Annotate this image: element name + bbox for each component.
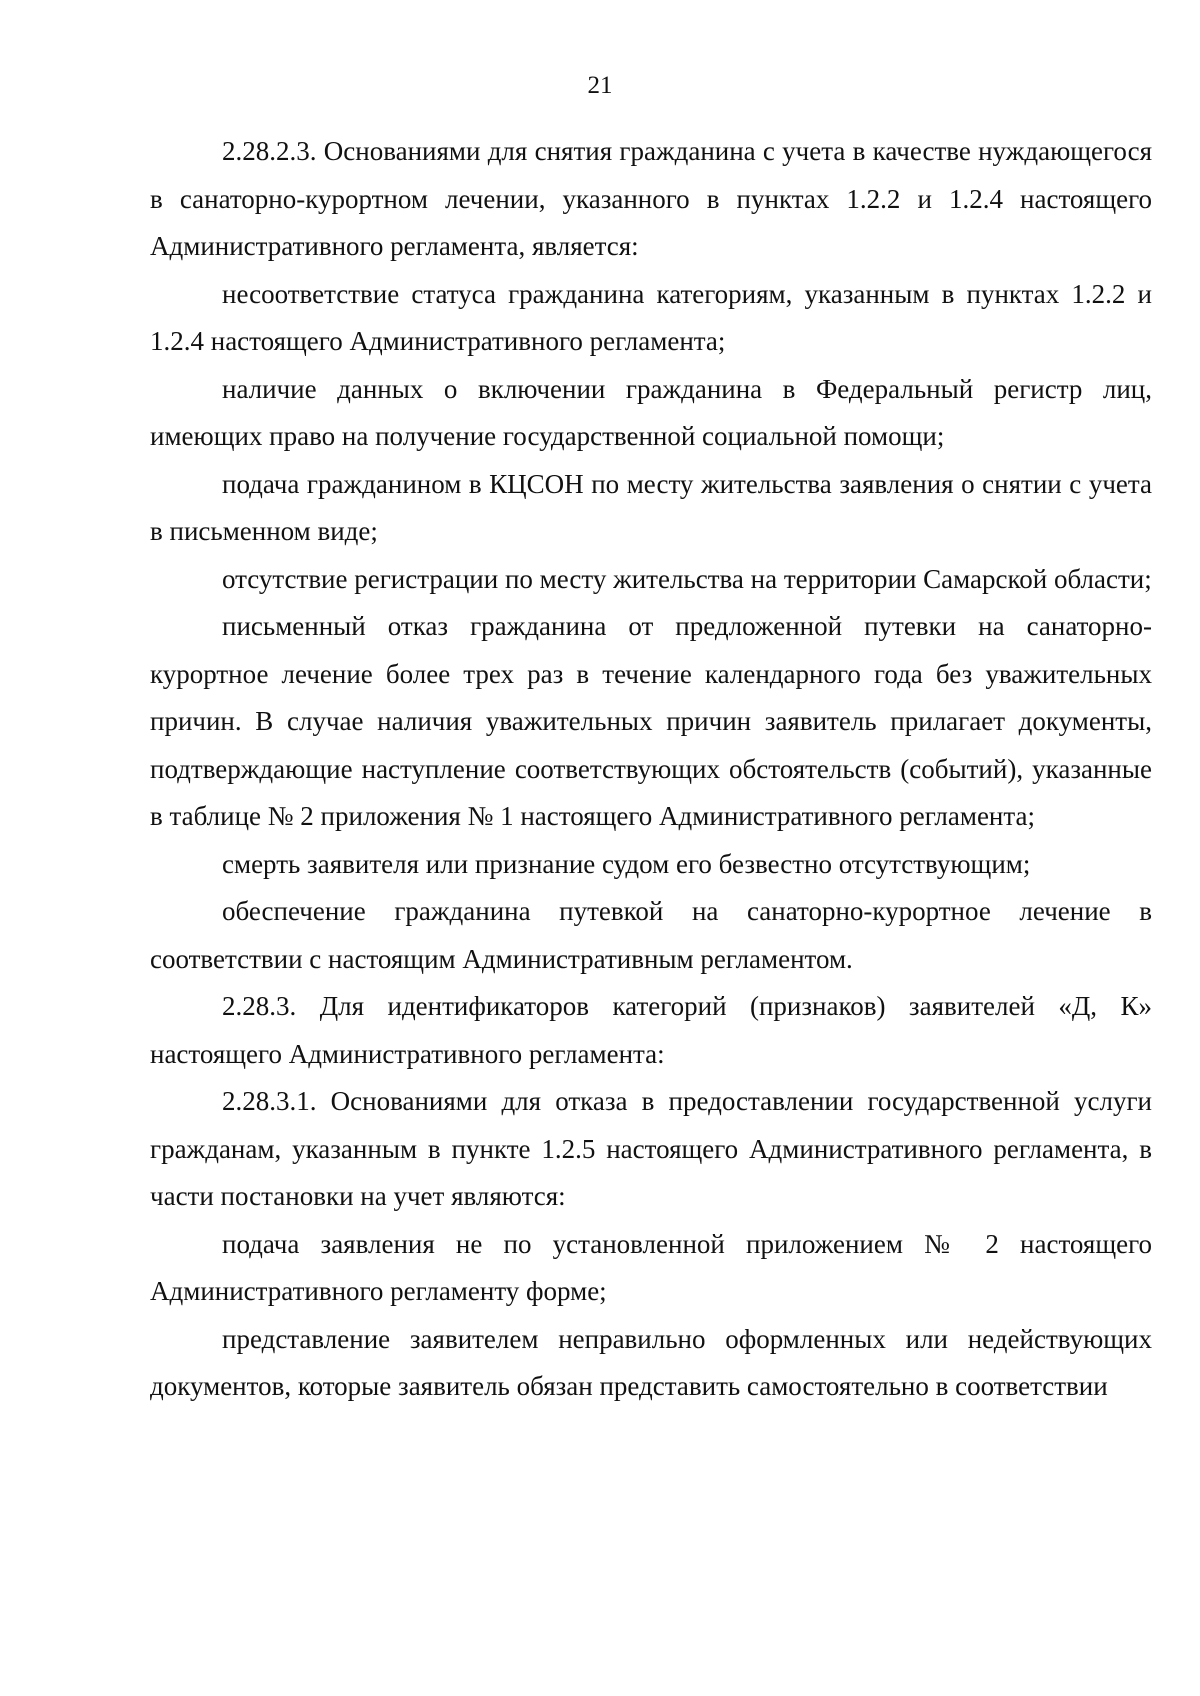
page-number: 21 xyxy=(587,72,613,99)
paragraph: подача заявления не по установленной приложением № 2 настоящего Административного регламенту форме; xyxy=(150,1228,1152,1306)
paragraph: письменный отказ гражданина от предложенной путевки на санаторно-курортное лечение более трех раз в течение календарного года без уважительных причин. В случае наличия уважительных причин заявитель прилагает документы, подтверждающие наступление соответствующих обстоятельств (событий), указанные в таблице № 2 приложения № 1 настоящего Административного регламента; xyxy=(150,611,1152,831)
paragraph: обеспечение гражданина путевкой на санаторно-курортное лечение в соответствии с настоящим Административным регламентом. xyxy=(150,896,1152,974)
paragraph: 2.28.3.1. Основаниями для отказа в предоставлении государственной услуги гражданам, указанным в пункте 1.2.5 настоящего Административного регламента, в части постановки на учет являются: xyxy=(150,1086,1152,1211)
paragraph: представление заявителем неправильно оформленных или недействующих документов, которые заявитель обязан представить самостоятельно в соответствии xyxy=(150,1323,1152,1401)
paragraph: отсутствие регистрации по месту жительства на территории Самарской области; xyxy=(222,563,1152,594)
paragraph: 2.28.3. Для идентификаторов категорий (признаков) заявителей «Д, К» настоящего Административного регламента: xyxy=(150,991,1152,1069)
paragraph: подача гражданином в КЦСОН по месту жительства заявления о снятии с учета в письменном виде; xyxy=(150,468,1152,546)
paragraph: наличие данных о включении гражданина в Федеральный регистр лиц, имеющих право на получение государственной социальной помощи; xyxy=(150,373,1152,451)
paragraph: несоответствие статуса гражданина категориям, указанным в пунктах 1.2.2 и 1.2.4 настоящего Административного регламента; xyxy=(150,278,1152,356)
document-body xyxy=(150,128,1152,1411)
paragraph: 2.28.2.3. Основаниями для снятия гражданина с учета в качестве нуждающегося в санаторно-курортном лечении, указанного в пунктах 1.2.2 и 1.2.4 настоящего Административного регламента, является: xyxy=(150,136,1152,261)
paragraph: смерть заявителя или признание судом его безвестно отсутствующим; xyxy=(222,848,1031,879)
